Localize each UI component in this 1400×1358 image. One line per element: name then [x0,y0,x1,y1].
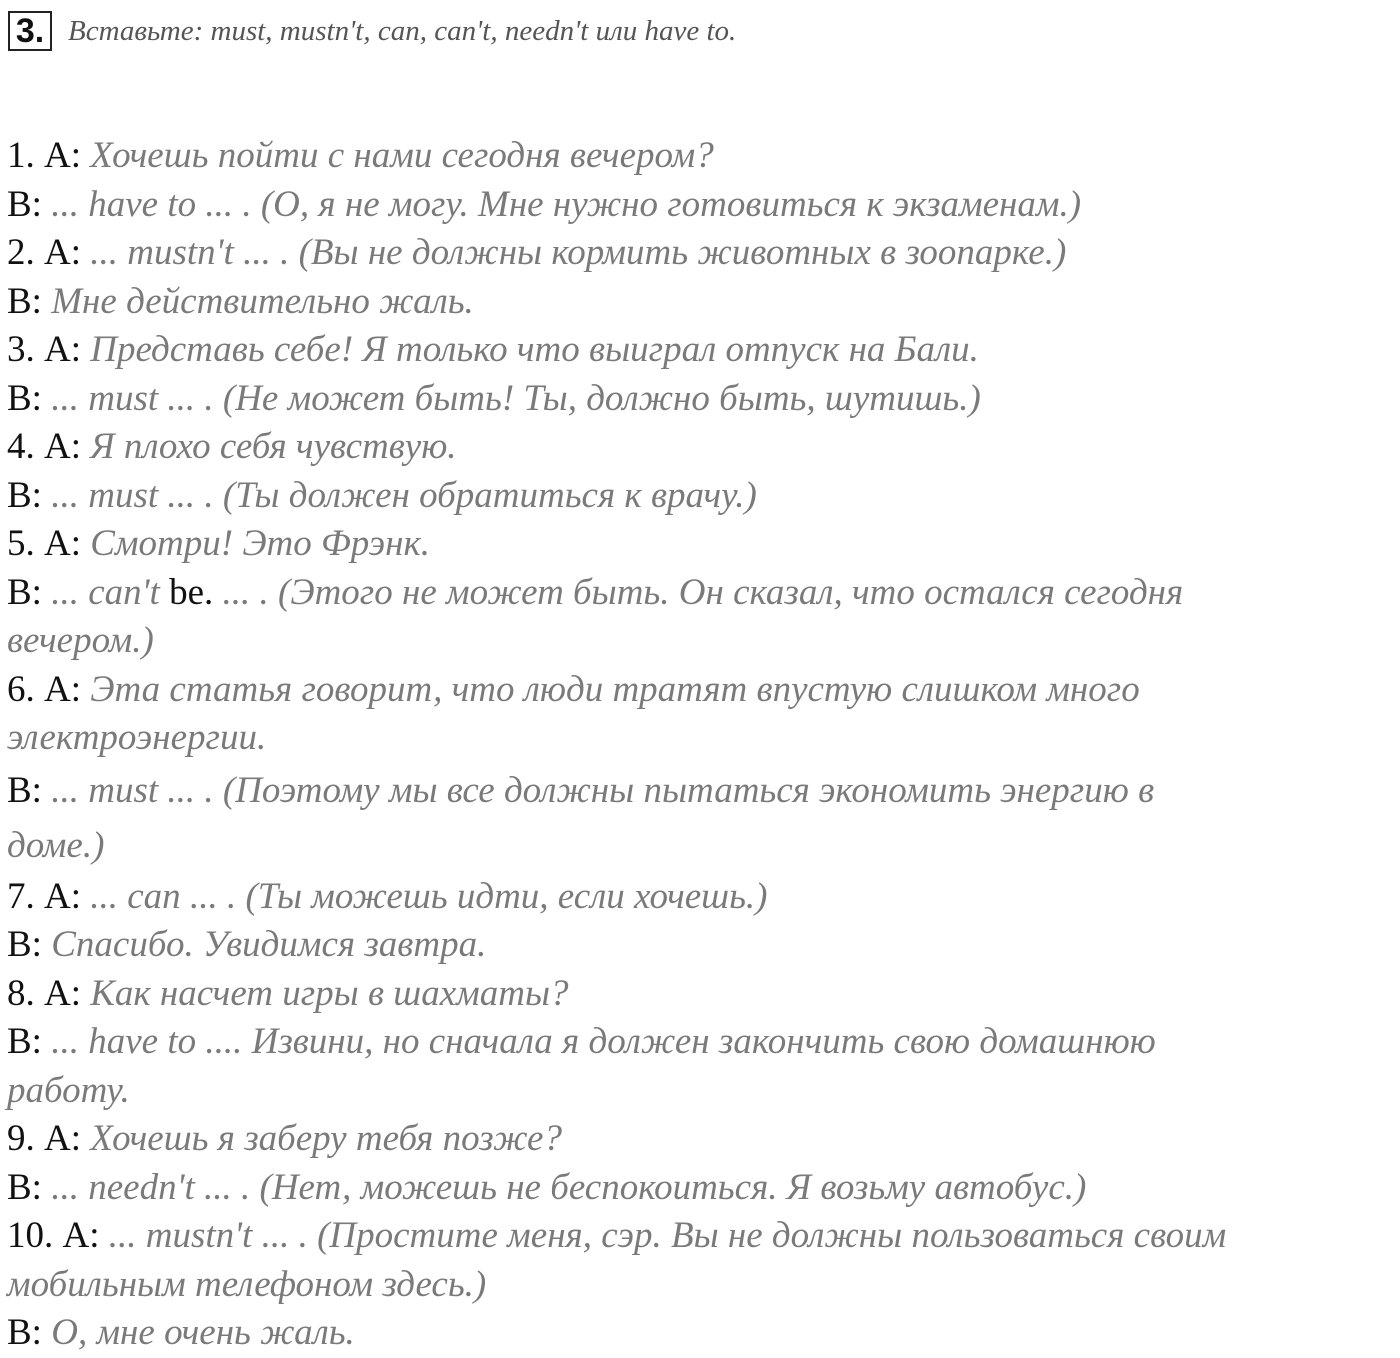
line-gap: ... [51,474,89,516]
line-label: В: [7,183,52,225]
line-label: В: [7,377,52,419]
exercise-line [7,1018,1400,1067]
line-answer: must [88,377,159,419]
exercise-line [7,569,1400,618]
line-gap: ... [51,183,89,225]
line-answer: needn't [88,1166,195,1208]
line-text: ... . (Ты должен обратиться к врачу.) [158,474,757,516]
exercise-line [7,1212,1400,1261]
line-answer: mustn't [127,232,234,273]
line-label: 4. А: [7,426,91,467]
line-text: ... . (Этого не может быть. Он сказал, что остался сегодня [213,571,1184,613]
line-gap: ... [51,1166,89,1208]
line-answer: Эта статья говорит, что люди тратят впустую слишком много [90,668,1140,710]
exercise-line [7,666,1400,715]
line-label: В: [7,280,52,322]
line-answer: must [88,474,159,516]
exercise-line [7,818,1400,873]
exercise-line [7,714,1400,763]
line-answer: Смотри! Это Фрэнк. [90,523,431,564]
line-label: В: [7,769,52,811]
line-gap: ... [90,875,128,917]
line-label: В: [7,1021,52,1062]
line-answer: mustn't [145,1215,253,1256]
line-label: В: [7,924,52,965]
line-text: ... . (Ты можешь идти, если хочешь.) [180,875,768,917]
exercise-line [7,970,1400,1019]
line-gap: ... [51,571,89,613]
line-answer: Хочешь пойти с нами сегодня вечером? [90,135,714,176]
exercise-line [7,1115,1400,1164]
line-label: 2. А: [7,232,91,273]
exercise-line [7,921,1400,970]
line-gap: ... [108,1215,146,1256]
task-instruction: Вставьте: must, mustn't, can, can't, needn't или have to. [68,14,737,47]
exercise-line [7,1164,1400,1213]
line-answer: can [127,875,181,917]
line-gap: ... [51,1021,89,1062]
line-answer: О, мне очень жаль. [51,1312,355,1353]
exercise-content [7,132,1400,1358]
line-answer: have to [88,1021,197,1062]
task-number-box: 3. [8,11,52,51]
line-answer: must [88,769,159,811]
exercise-line [7,520,1400,569]
exercise-line [7,763,1400,818]
line-label: В: [7,571,52,613]
exercise-line [7,1309,1400,1358]
line-text: ... . (Нет, можешь не беспокоиться. Я возьму автобус.) [194,1166,1087,1208]
line-answer: электроэнергии. [7,717,267,758]
line-label: В: [7,1312,52,1353]
line-gap: ... [90,232,128,273]
exercise-line [7,375,1400,424]
line-text: ... . (Не может быть! Ты, должно быть, шутишь.) [158,377,981,419]
line-text: ... . (Поэтому мы все должны пытаться экономить энергию в [158,769,1155,811]
line-gap: ... [51,377,89,419]
line-answer: доме.) [7,824,105,866]
line-answer: have to [88,183,197,225]
line-answer: работу. [7,1069,130,1111]
line-label: В: [7,474,52,516]
line-gap: ... [51,769,89,811]
line-label: 10. А: [7,1215,109,1256]
line-answer: Я плохо себя чувствую. [90,426,457,467]
exercise-line [7,132,1400,181]
line-text: ... . (Простите меня, сэр. Вы не должны пользоваться своим [252,1215,1227,1256]
line-label: 7. А: [7,875,91,917]
line-label: 9. А: [7,1118,91,1159]
line-answer: мобильным телефоном здесь.) [7,1263,487,1305]
line-answer: Представь себе! Я только что выиграл отпуск на Бали. [90,329,979,370]
line-label: 3. А: [7,329,91,370]
line-text: .... Извини, но сначала я должен закончить свою домашнюю [196,1021,1156,1062]
line-label: 1. А: [7,135,91,176]
line-answer: Мне действительно жаль. [51,280,474,322]
task-header [8,8,736,54]
line-text: ... . (О, я не могу. Мне нужно готовиться к экзаменам.) [196,183,1082,225]
line-answer: Хочешь я заберу тебя позже? [90,1118,562,1159]
exercise-line [7,229,1400,278]
exercise-line [7,1261,1400,1310]
line-answer: can't [88,571,160,613]
line-text: ... . (Вы не должны кормить животных в зоопарке.) [233,232,1067,273]
exercise-line [7,617,1400,666]
line-answer: Как насчет игры в шахматы? [90,972,569,1014]
exercise-line [7,472,1400,521]
line-label: 6. А: [7,668,91,710]
line-label: 5. А: [7,523,91,564]
line-label: 8. А: [7,972,91,1014]
exercise-line [7,1067,1400,1116]
exercise-line [7,181,1400,230]
exercise-line [7,423,1400,472]
line-label: В: [7,1166,52,1208]
line-answer: Спасибо. Увидимся завтра. [51,924,487,965]
exercise-line [7,278,1400,327]
line-answer: вечером.) [7,620,154,661]
exercise-line [7,326,1400,375]
exercise-line [7,873,1400,922]
line-inserted-word: be. [159,571,214,613]
